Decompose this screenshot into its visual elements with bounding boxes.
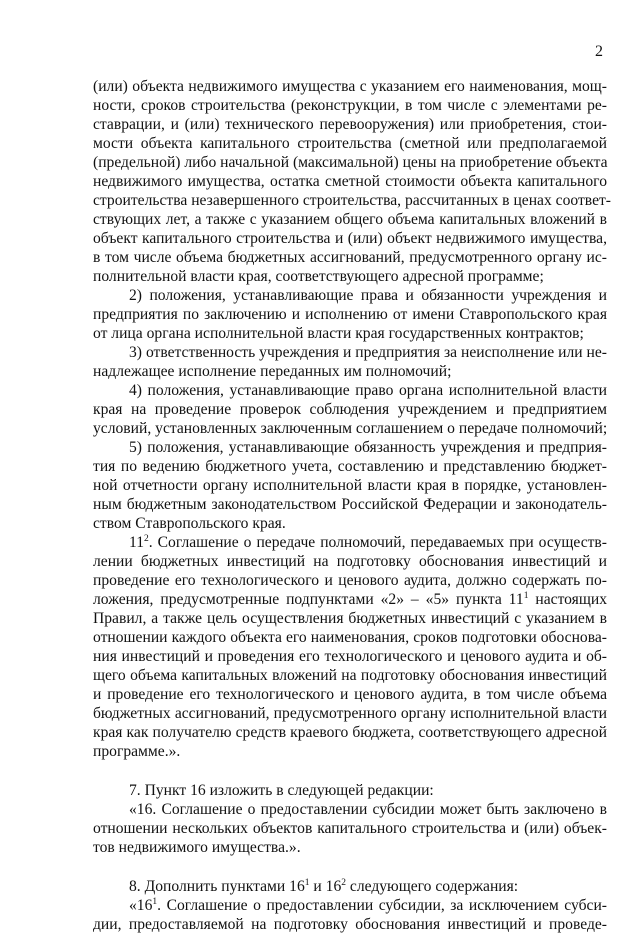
text-line: ной отчетности органу исполнительной власти края в порядке, установлен- [93,477,607,494]
text-line: ством Ставропольского края. [93,515,286,532]
text-line: 2) положения, устанавливающие права и обязанности учреждения и [129,287,607,304]
text-line: тов недвижимого имущества.». [93,839,301,856]
text-line: программе.». [93,743,181,760]
text-run: . Соглашение о предоставлении субсидии, за исключением субси- [157,897,607,914]
text-line: недвижимого имущества, остатка сметной стоимости объекта капитального [93,173,607,190]
paragraph [93,286,607,343]
text-line: бюджетных ассигнований, предусмотренного органу исполнительной власти [93,705,607,722]
text-line: объект капитального строительства и (или) объект недвижимого имущества, [93,230,607,247]
text-run: следующего содержания: [346,878,519,895]
text-line: и проведение его технологического и ценового аудита, в том числе объема [93,686,607,703]
text-line: отношении каждого объекта его наименования, сроков подготовки обоснова- [93,629,607,646]
text-line: в том числе объема бюджетных ассигнований, предусмотренного органу ис- [93,249,607,266]
text-line: проведение его технологического и ценового аудита, должно содержать по- [93,572,607,589]
paragraph [93,438,607,533]
paragraph [93,77,611,286]
text-line: дии, предоставляемой на подготовку обоснования инвестиций и проведе- [93,916,607,933]
text-line: ности, сроков строительства (реконструкции, в том числе с элементами ре- [93,97,607,114]
text-line: ствующих лет, а также с указанием общего объема капитальных вложений в [93,211,607,228]
document-body [93,77,611,934]
text-line: (или) объекта недвижимого имущества с указанием его наименования, мощ- [93,78,607,95]
text-line: полнительной власти края, соответствующего адресной программе; [93,268,544,285]
text-line: 4) положения, устанавливающие право органа исполнительной власти [129,382,607,399]
paragraph-gap [93,761,607,781]
clause-number: 11 [129,534,145,551]
text-line: от лица органа исполнительной власти края государственных контрактов; [93,325,584,342]
text-run: «16 [129,897,153,914]
text-line: отношении нескольких объектов капитального строительства и (или) объек- [93,820,607,837]
text-line [93,877,607,896]
text-line: лении бюджетных инвестиций на подготовку обоснования инвестиций и [93,553,607,570]
text-line: надлежащее исполнение переданных им полномочий; [93,363,452,380]
text-line: 3) ответственность учреждения и предприятия за неисполнение или не- [129,344,607,361]
text-line: мости объекта капитального строительства (сметной или предполагаемой [93,135,607,152]
text-line: щего объема капитальных вложений на подготовку обоснования инвестиций [93,667,607,684]
text-run: 8. Дополнить пунктами 16 [129,878,305,895]
paragraph [93,381,607,438]
paragraph [93,877,607,896]
text-line: строительства незавершенного строительства, рассчитанных в ценах соответ- [93,192,611,209]
paragraph [93,896,607,934]
text-line: края на проведение проверок соблюдения учреждением и предприятием [93,401,607,418]
text-line: края как получателю средств краевого бюджета, соответствующего адресной [93,724,607,741]
text-line: 5) положения, устанавливающие обязанность учреждения и предприя- [129,439,607,456]
text-line: предприятия по заключению и исполнению от имени Ставропольского края [93,306,607,323]
text-line: Правил, а также цель осуществления бюджетных инвестиций с указанием в [93,610,607,627]
text-run: . Соглашение о передаче полномочий, передаваемых при осуществ- [148,534,607,551]
text-line: условий, установленных заключенным соглашением о передаче полномочий; [93,420,608,437]
text-line: тия по ведению бюджетного учета, составлению и представлению бюджет- [93,458,607,475]
paragraph [93,781,607,800]
text-run: ложения, предусмотренные подпунктами «2» – «5» пункта 11 [93,591,524,608]
paragraph [93,800,607,857]
paragraph [93,533,607,761]
text-run: настоящих [528,591,607,608]
text-line: «16. Соглашение о предоставлении субсидии может быть заключено в [129,801,607,818]
text-line: ным бюджетным законодательством Российской Федерации и законодатель- [93,496,607,513]
text-run: и 16 [309,878,342,895]
text-line: ставрации, и (или) технического перевооружения) или приобретения, стои- [93,116,607,133]
text-line: (предельной) либо начальной (максимальной) цены на приобретение объекта [93,154,608,171]
text-line: ния инвестиций и проведения его технологического и ценового аудита и об- [93,648,607,665]
superscript: 1 [304,878,310,888]
text-line [93,590,607,609]
superscript: 2 [144,534,149,544]
page-number: 2 [595,43,603,60]
text-line [93,533,607,552]
text-line: 7. Пункт 16 изложить в следующей редакции: [129,782,434,799]
superscript: 2 [341,878,346,888]
superscript: 1 [152,897,158,907]
text-line [93,896,607,915]
paragraph-gap [93,857,607,877]
paragraph [93,343,607,381]
superscript: 1 [523,591,529,601]
